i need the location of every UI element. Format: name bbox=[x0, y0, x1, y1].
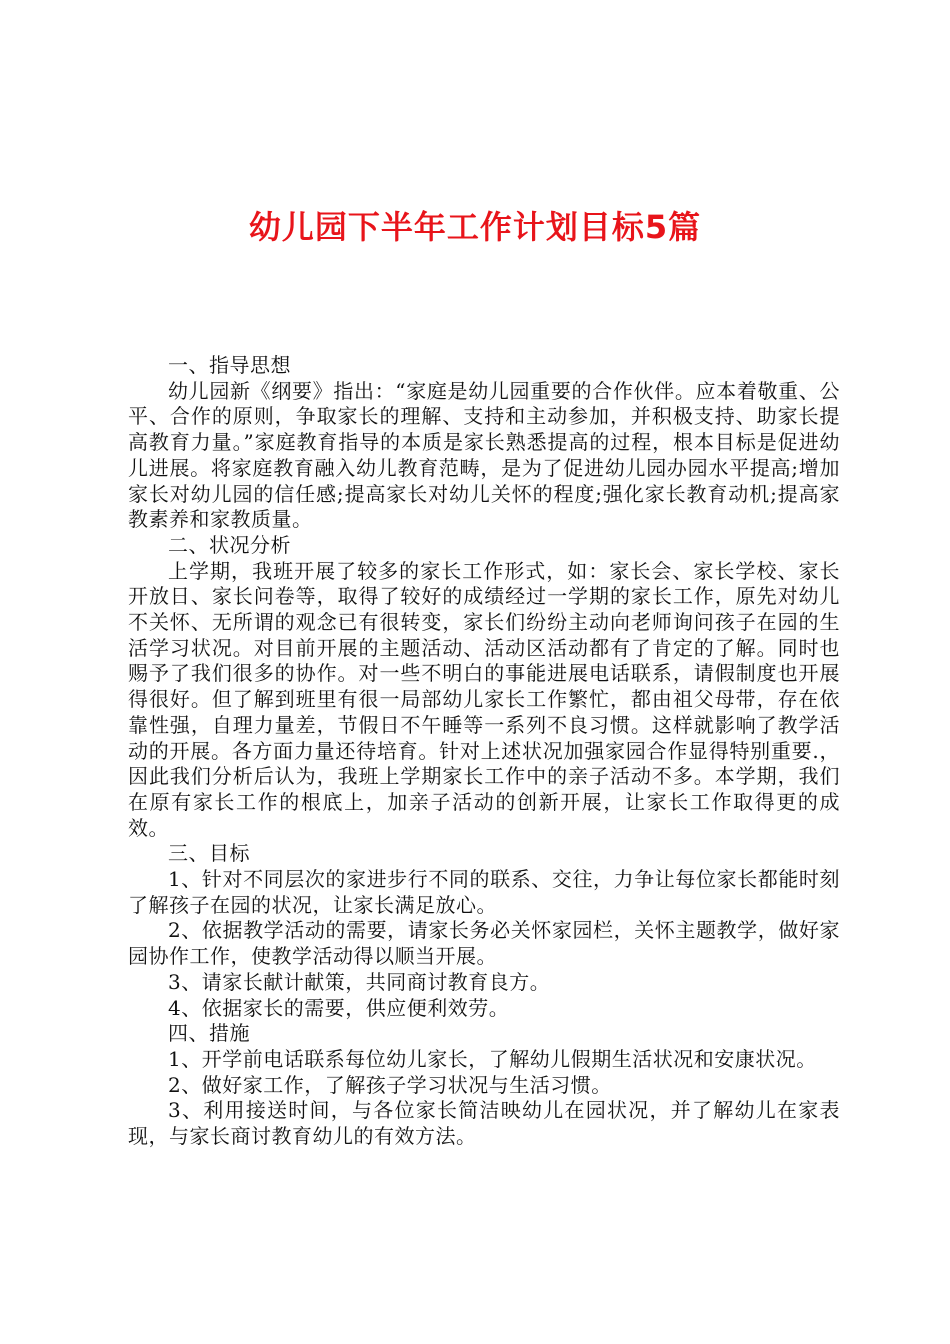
section-heading-measures: 四、措施 bbox=[168, 1021, 250, 1046]
measure-item: 1、开学前电话联系每位幼儿家长，了解幼儿假期生活状况和安康状况。 bbox=[168, 1046, 817, 1071]
goal-item: 2、依据教学活动的需要，请家长务必关怀家园栏，关怀主题教学，做好家园协作工作，使教学活动得以顺当开展。 bbox=[128, 918, 840, 969]
document-body bbox=[128, 353, 840, 1150]
paragraph-guiding-thought: 幼儿园新《纲要》指出：“家庭是幼儿园重要的合作伙伴。应本着敬重、公平、合作的原则，争取家长的理解、支持和主动参加，并积极支持、助家长提高教育力量。”家庭教育指导的本质是家长熟悉提高的过程，根本目标是促进幼儿进展。将家庭教育融入幼儿教育范畴，是为了促进幼儿园办园水平提高;增加家长对幼儿园的信任感;提高家长对幼儿关怀的程度;强化家长教育动机;提高家教素养和家教质量。 bbox=[128, 378, 840, 532]
section-heading-situation-analysis: 二、状况分析 bbox=[168, 532, 291, 557]
goal-item: 1、针对不同层次的家进步行不同的联系、交往，力争让每位家长都能时刻了解孩子在园的状况，让家长满足放心。 bbox=[128, 867, 840, 917]
goal-item: 4、依据家长的需要，供应便利效劳。 bbox=[168, 995, 510, 1020]
measure-item: 3、利用接送时间，与各位家长简洁映幼儿在园状况，并了解幼儿在家表现，与家长商讨教育幼儿的有效方法。 bbox=[128, 1098, 840, 1149]
goal-item: 3、请家长献计献策，共同商讨教育良方。 bbox=[168, 969, 551, 994]
measure-item: 2、做好家工作，了解孩子学习状况与生活习惯。 bbox=[168, 1072, 612, 1097]
section-heading-goals: 三、目标 bbox=[168, 841, 250, 866]
section-heading-guiding-thought: 一、指导思想 bbox=[168, 353, 291, 377]
document-title: 幼儿园下半年工作计划目标5篇 bbox=[248, 208, 702, 246]
paragraph-situation-analysis: 上学期，我班开展了较多的家长工作形式，如：家长会、家长学校、家长开放日、家长问卷等，取得了较好的成绩经过一学期的家长工作，原先对幼儿不关怀、无所谓的观念已有很转变，家长们纷纷主动向老师询问孩子在园的生活学习状况。对目前开展的主题活动、活动区活动都有了肯定的了解。同时也赐予了我们很多的协作。对一些不明白的事能进展电话联系，请假制度也开展得很好。但了解到班里有很一局部幼儿家长工作繁忙，都由祖父母带，存在依靠性强，自理力量差，节假日不午睡等一系列不良习惯。这样就影响了教学活动的开展。各方面力量还待培育。针对上述状况加强家园合作显得特别重要.，因此我们分析后认为，我班上学期家长工作中的亲子活动不多。本学期，我们在原有家长工作的根底上，加亲子活动的创新开展，让家长工作取得更的成效。 bbox=[128, 558, 840, 840]
